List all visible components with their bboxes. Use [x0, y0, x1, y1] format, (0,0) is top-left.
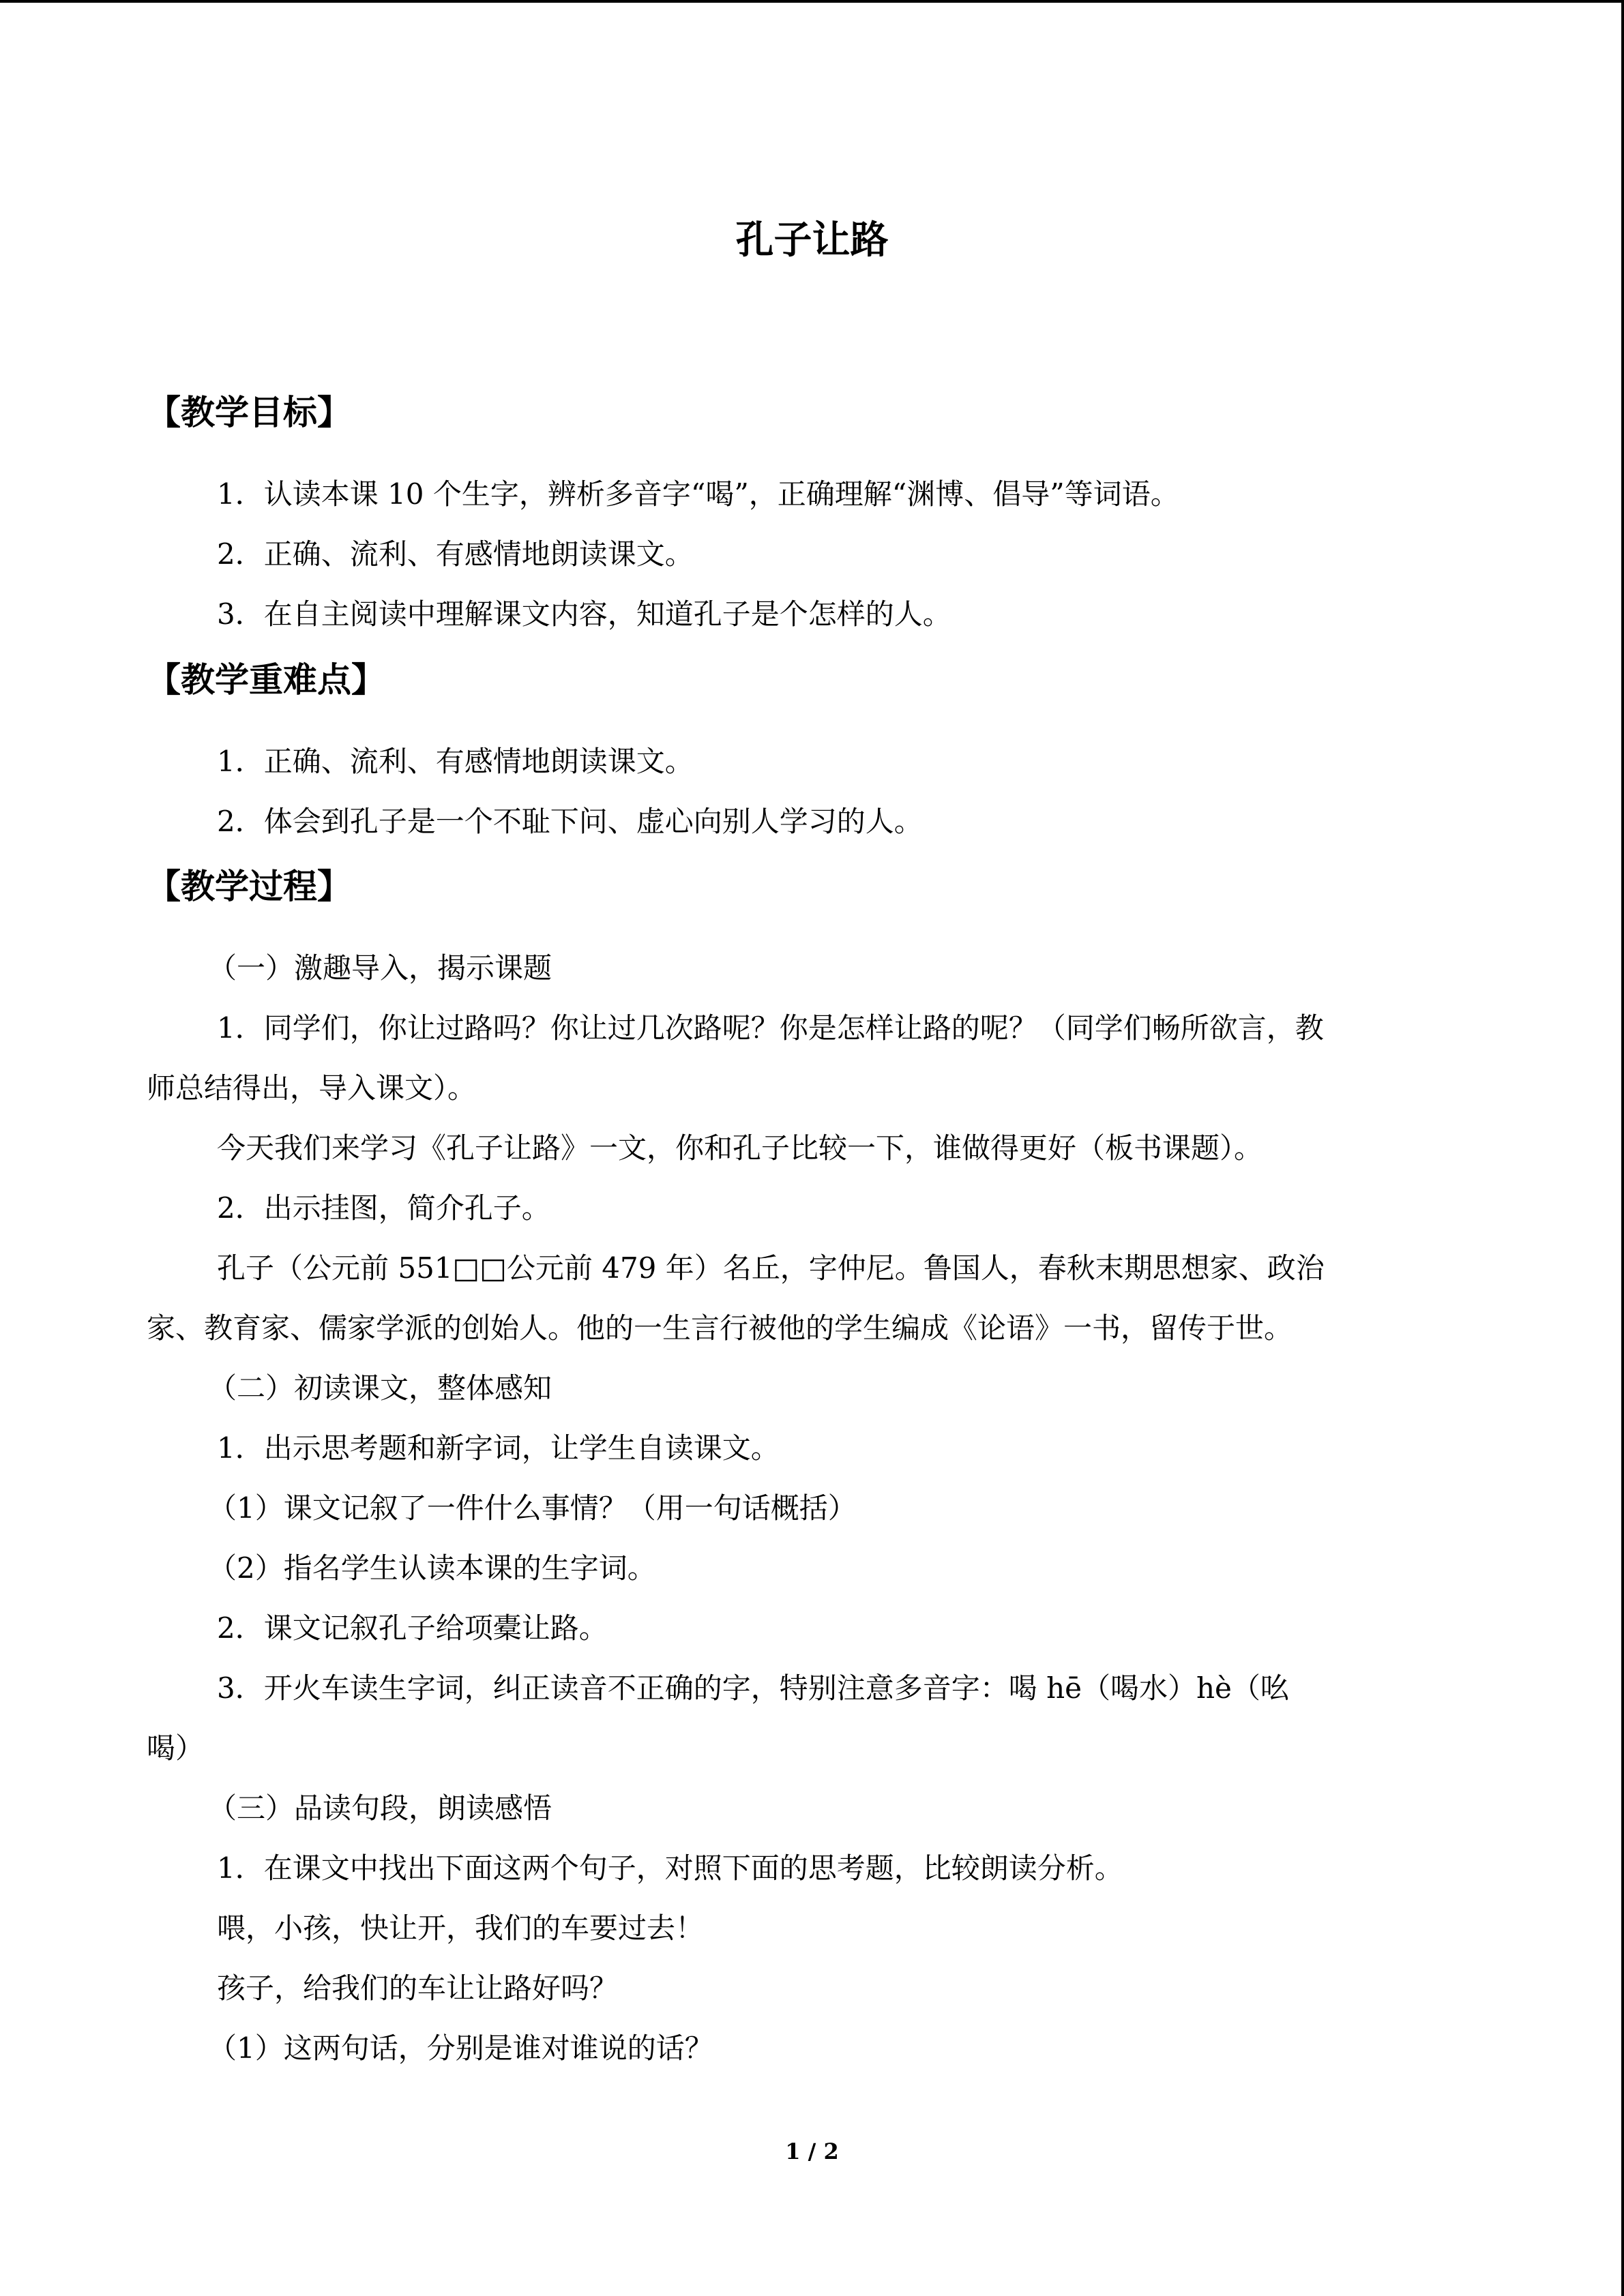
- objective-item: 1．认读本课 10 个生字，辨析多音字“喝”，正确理解“渊博、倡导”等词语。: [217, 477, 1179, 511]
- key-point-item: 1．正确、流利、有感情地朗读课文。: [217, 745, 694, 778]
- process-line: 2．出示挂图，简介孔子。: [217, 1191, 550, 1225]
- heading-key-points: 【教学重难点】: [147, 660, 385, 700]
- process-line: （1）课文记叙了一件什么事情？（用一句话概括）: [208, 1491, 857, 1525]
- process-line: 2．课文记叙孔子给项橐让路。: [217, 1611, 608, 1645]
- top-border: [0, 0, 1624, 3]
- process-line: （1）这两句话，分别是谁对谁说的话？: [208, 2031, 713, 2065]
- key-point-item: 2．体会到孔子是一个不耻下问、虚心向别人学习的人。: [217, 805, 923, 838]
- process-line: 喂，小孩，快让开，我们的车要过去！: [217, 1911, 705, 1945]
- right-border: [1621, 0, 1624, 2296]
- process-line: （一）激趣导入，揭示课题: [208, 951, 552, 985]
- process-line: 孔子（公元前 551□□公元前 479 年）名丘，字仲尼。鲁国人，春秋末期思想家、政治: [217, 1251, 1325, 1285]
- page-title: 孔子让路: [735, 218, 889, 263]
- process-line: 1．同学们，你让过路吗？你让过几次路呢？你是怎样让路的呢？（同学们畅所欲言，教: [217, 1011, 1324, 1045]
- process-line: 孩子，给我们的车让让路好吗？: [217, 1971, 619, 2005]
- process-line: （2）指名学生认读本课的生字词。: [208, 1551, 656, 1585]
- process-line: 今天我们来学习《孔子让路》一文，你和孔子比较一下，谁做得更好（板书课题）。: [217, 1131, 1263, 1165]
- process-line: 师总结得出，导入课文）。: [147, 1071, 477, 1105]
- process-line: （三）品读句段，朗读感悟: [208, 1791, 552, 1825]
- objective-item: 2．正确、流利、有感情地朗读课文。: [217, 537, 694, 571]
- process-line: 3．开火车读生字词，纠正读音不正确的字，特别注意多音字：喝 hē（喝水）hè（吆: [217, 1671, 1289, 1705]
- heading-objectives: 【教学目标】: [147, 393, 351, 432]
- process-line: （二）初读课文，整体感知: [208, 1371, 552, 1405]
- page-number: 1 / 2: [785, 2138, 839, 2164]
- process-line: 1．在课文中找出下面这两个句子，对照下面的思考题，比较朗读分析。: [217, 1851, 1123, 1885]
- process-line: 1．出示思考题和新字词，让学生自读课文。: [217, 1431, 780, 1465]
- objective-item: 3．在自主阅读中理解课文内容，知道孔子是个怎样的人。: [217, 597, 951, 631]
- process-line: 家、教育家、儒家学派的创始人。他的一生言行被他的学生编成《论语》一书，留传于世。: [147, 1311, 1293, 1345]
- heading-process: 【教学过程】: [147, 867, 351, 906]
- process-line: 喝）: [147, 1731, 205, 1765]
